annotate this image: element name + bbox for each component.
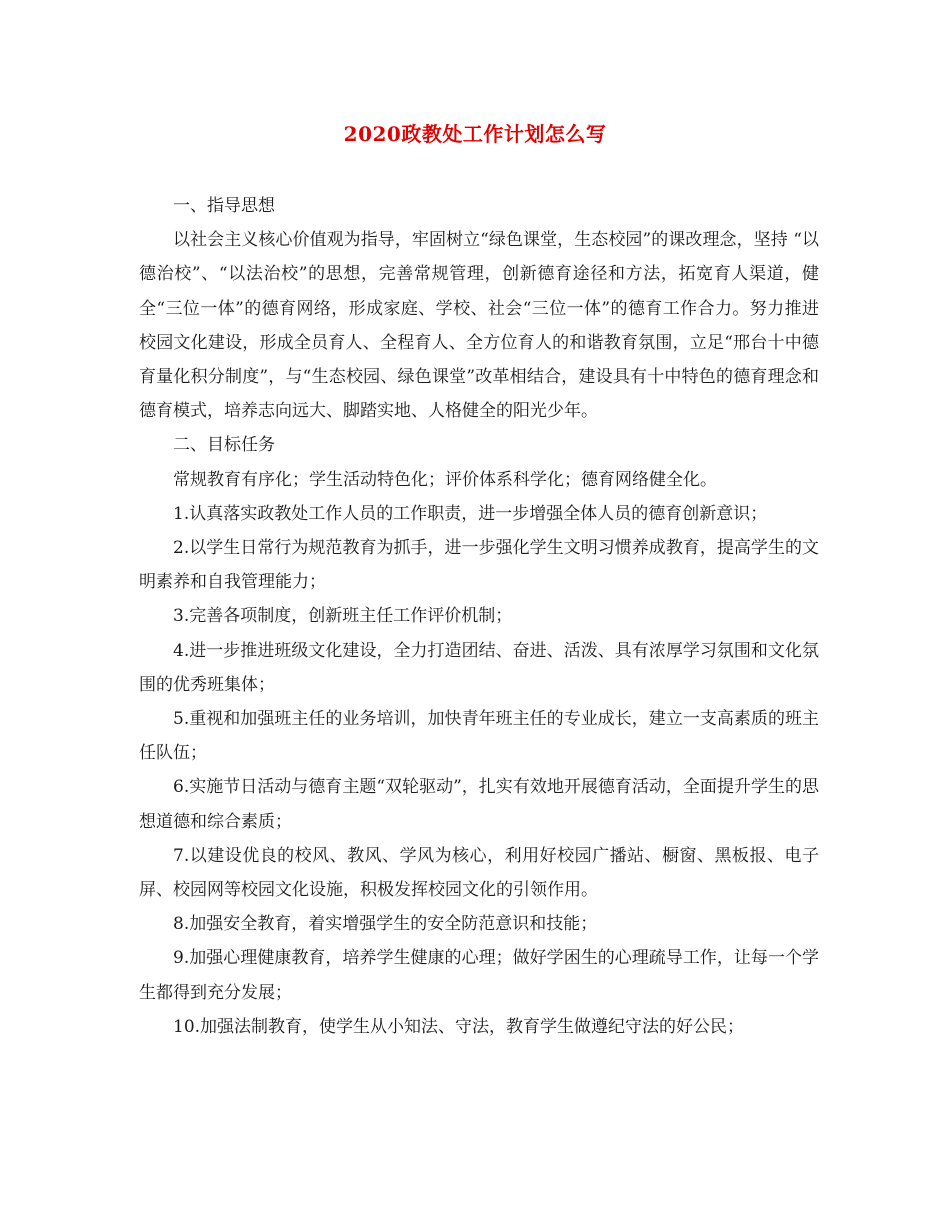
list-item: 1.认真落实政教处工作人员的工作职责，进一步增强全体人员的德育创新意识； (173, 503, 768, 524)
paragraph: 常规教育有序化；学生活动特色化；评价体系科学化；德育网络健全化。 (173, 469, 717, 490)
document-title: 2020政教处工作计划怎么写 (343, 122, 607, 146)
list-item: 7.以建设优良的校风、教风、学风为核心，利用好校园广播站、橱窗、黑板报、电子屏、校园网等校园文化设施，积极发挥校园文化的引领作用。 (139, 845, 819, 901)
list-item: 9.加强心理健康教育，培养学生健康的心理；做好学困生的心理疏导工作，让每一个学生都得到充分发展； (139, 948, 819, 1003)
paragraph: 以社会主义核心价值观为指导，牢固树立“绿色课堂，生态校园”的课改理念，坚持 “以德治校”、“以法治校”的思想，完善常规管理，创新德育途径和方法，拓宽育人渠道，健全“三位一体”的德育网络，形成家庭、学校、社会“三位一体”的德育工作合力。努力推进校园文化建设，形成全员育人、全程育人、全方位育人的和谐教育氛围，立足“邢台十中德育量化积分制度”，与“生态校园、绿色课堂”改革相结合，建设具有十中特色的德育理念和德育模式，培养志向远大、脚踏实地、人格健全的阳光少年。 (139, 230, 819, 422)
list-item: 8.加强安全教育，着实增强学生的安全防范意识和技能； (173, 914, 598, 935)
list-item: 5.重视和加强班主任的业务培训，加快青年班主任的专业成长，建立一支高素质的班主任队伍； (139, 709, 819, 764)
list-item: 2.以学生日常行为规范教育为抓手，进一步强化学生文明习惯养成教育，提高学生的文明素养和自我管理能力； (139, 538, 819, 593)
section-heading: 一、指导思想 (173, 196, 275, 216)
list-item: 6.实施节日活动与德育主题“双轮驱动”，扎实有效地开展德育活动，全面提升学生的思想道德和综合素质； (139, 777, 819, 832)
list-item: 10.加强法制教育，使学生从小知法、守法，教育学生做遵纪守法的好公民； (173, 1016, 745, 1037)
list-item: 4.进一步推进班级文化建设，全力打造团结、奋进、活泼、具有浓厚学习氛围和文化氛围的优秀班集体； (139, 640, 819, 695)
section-heading: 二、目标任务 (173, 435, 275, 456)
list-item: 3.完善各项制度，创新班主任工作评价机制； (173, 606, 513, 627)
document-body (139, 189, 819, 1044)
